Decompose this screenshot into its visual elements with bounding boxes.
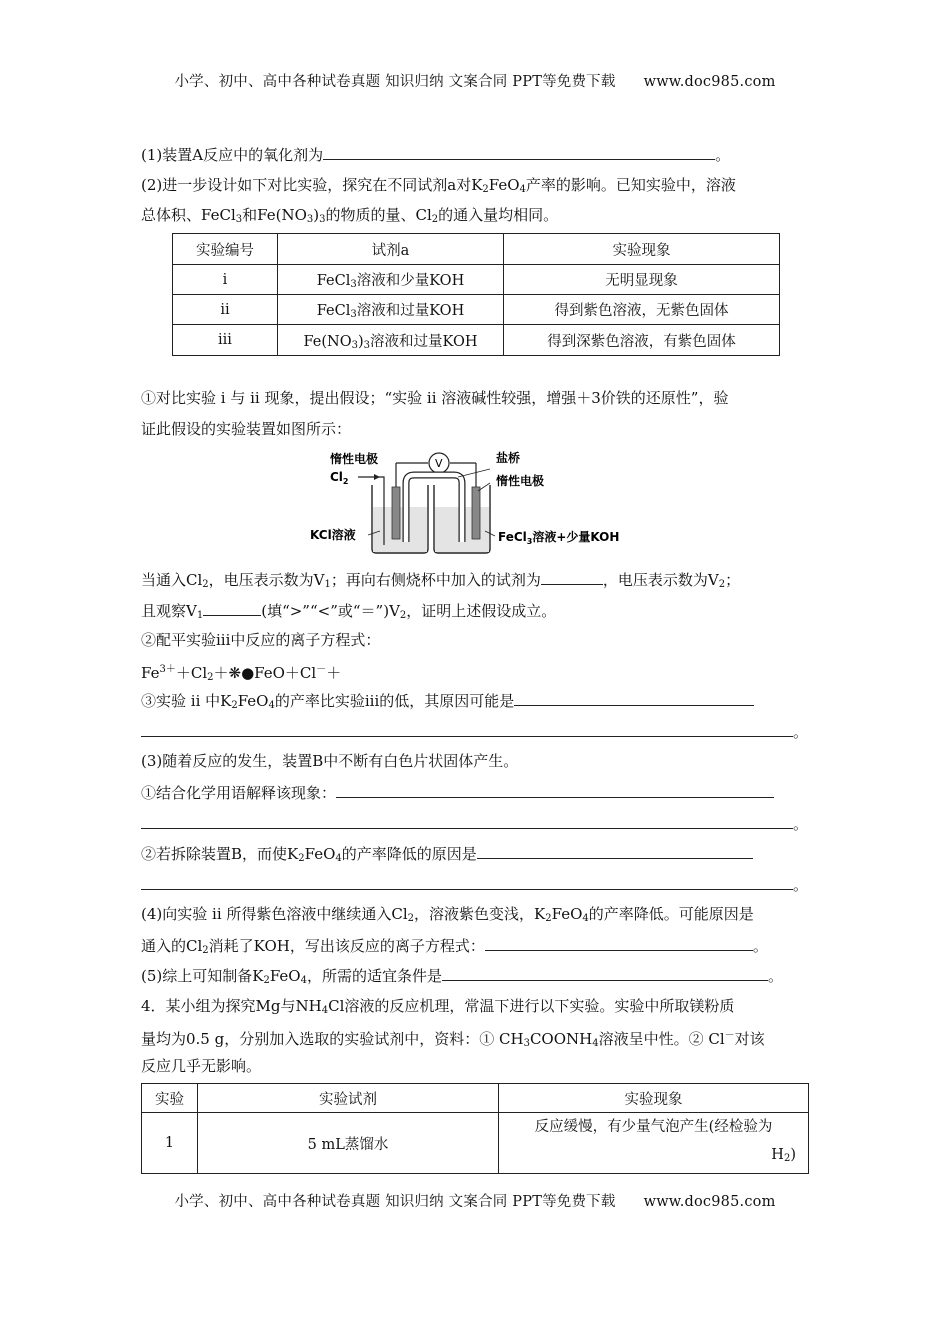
text: FeO — [237, 692, 269, 710]
text: (5)综上可知制备K — [141, 967, 264, 985]
q2-text: 产率的影响。已知实验中，溶液 — [525, 176, 736, 194]
sub1-line2: 证此假设的实验装置如图所示： — [141, 420, 352, 438]
text: COONH — [529, 1030, 593, 1048]
label-fecl3-text: FeCl — [498, 530, 527, 544]
answer-blank[interactable] — [141, 812, 793, 829]
text: Fe — [141, 664, 160, 682]
answer-blank[interactable] — [541, 568, 603, 585]
q3-line1: (3)随着反应的发生，装置B中不断有白色片状固体产生。 — [141, 752, 519, 770]
superscript: 3＋ — [159, 664, 176, 675]
table-header: 实验现象 — [504, 234, 780, 265]
answer-blank[interactable] — [514, 689, 754, 706]
subscript: 2 — [482, 184, 489, 195]
table-header: 试剂a — [278, 234, 504, 265]
answer-blank[interactable] — [442, 964, 768, 981]
text: ，溶液紫色变浅，K — [414, 905, 546, 923]
label-cl2 — [330, 470, 349, 486]
text: 。 — [768, 967, 784, 985]
label-cl2-text: Cl — [330, 470, 343, 484]
table-row — [173, 325, 780, 356]
text: (4)向实验 ii 所得紫色溶液中继续通入Cl — [141, 905, 408, 923]
text: FeO — [304, 845, 336, 863]
question-2-line1 — [141, 174, 736, 201]
question-2-line2 — [141, 204, 558, 231]
table-cell: i — [173, 265, 278, 295]
cell-text: Fe(NO — [303, 333, 352, 350]
answer-blank[interactable] — [141, 720, 793, 737]
header-site-link[interactable]: www.doc985.com — [643, 74, 776, 90]
cell-text: 溶液和少量KOH — [356, 273, 465, 289]
subscript: 3 — [350, 279, 357, 290]
subscript: 1 — [324, 579, 331, 590]
superscript: － — [724, 1030, 735, 1041]
cell-text: FeCl — [316, 303, 351, 319]
experiment-table-1 — [172, 233, 780, 356]
subscript: 3 — [235, 214, 243, 225]
text: ，证明上述假设成立。 — [406, 602, 557, 620]
answer-blank[interactable] — [477, 842, 753, 859]
subscript: 4 — [321, 1005, 329, 1016]
q4-line1 — [141, 903, 754, 930]
text: 。 — [793, 876, 809, 894]
label-salt-bridge: 盐桥 — [496, 451, 521, 465]
text: ①结合化学用语解释该现象： — [141, 784, 337, 802]
cell-text: 溶液和过量KOH — [370, 333, 478, 350]
subscript: 2 — [231, 700, 238, 711]
text: Cl溶液的反应机理，常温下进行以下实验。实验中所取镁粉质 — [328, 997, 735, 1015]
subscript: 3 — [523, 1038, 530, 1049]
left-electrode — [392, 487, 400, 539]
text: FeO — [551, 905, 583, 923]
q1-end: 。 — [715, 146, 731, 164]
subscript: 3 — [351, 339, 358, 351]
table-header: 实验 — [142, 1084, 198, 1113]
footer-text: 小学、初中、高中各种试卷真题 知识归纳 文案合同 PPT等免费下载 — [174, 1194, 616, 1210]
header-text: 小学、初中、高中各种试卷真题 知识归纳 文案合同 PPT等免费下载 — [174, 74, 616, 90]
cell-text: FeCl — [316, 273, 351, 289]
subscript: 3 — [319, 214, 326, 225]
subscript: 4 — [519, 184, 526, 195]
p4-line3: 反应几乎无影响。 — [141, 1057, 262, 1075]
cell-text: ) — [790, 1147, 796, 1163]
label-fecl3-sub: 3 — [526, 537, 533, 546]
table-cell: 5 mL蒸馏水 — [198, 1113, 499, 1174]
text: 的产率比实验iii的低，其原因可能是 — [274, 692, 515, 710]
text: ，电压表示数为V — [602, 571, 719, 589]
subscript: 2 — [407, 913, 415, 924]
text: ②若拆除装置B，而使K — [141, 845, 299, 863]
cell-text: 反应缓慢，有少量气泡产生(经检验为 — [534, 1119, 773, 1135]
table-cell — [278, 295, 504, 325]
sub2-line1: ②配平实验iii中反应的离子方程式： — [141, 631, 381, 649]
label-fecl3-rest: 溶液+少量KOH — [532, 530, 620, 544]
table-cell: 得到深紫色溶液，有紫色固体 — [504, 325, 780, 356]
q3-line3 — [141, 842, 753, 870]
subscript: 2 — [202, 945, 209, 956]
subscript: 2 — [298, 853, 305, 864]
label-kcl: KCl溶液 — [310, 528, 356, 542]
subscript: 3 — [306, 214, 314, 225]
table-cell — [499, 1113, 809, 1174]
voltmeter-label: V — [435, 457, 443, 470]
subscript: 2 — [431, 214, 439, 225]
subscript: 2 — [399, 610, 407, 621]
cell-text: H — [771, 1147, 784, 1163]
text: ＋ — [326, 664, 342, 682]
subscript: 2 — [207, 672, 214, 683]
subscript: 3 — [350, 309, 357, 320]
sub1-line3 — [141, 568, 740, 596]
text: 的产率降低。可能原因是 — [588, 905, 754, 923]
text: 。 — [793, 723, 809, 741]
text: 通入的Cl — [141, 937, 203, 955]
table-header: 实验编号 — [173, 234, 278, 265]
q3-line2 — [141, 781, 774, 804]
text: ＋Cl — [175, 664, 208, 682]
p4-line2 — [141, 1025, 765, 1055]
sub1-line1: ①对比实验 i 与 ii 现象，提出假设；“实验 ii 溶液碱性较强，增强＋3价铁的还原性”，验 — [141, 389, 729, 407]
subscript: 2 — [718, 579, 726, 590]
table-cell — [278, 325, 504, 356]
subscript: 2 — [783, 1153, 791, 1164]
q5-line — [141, 964, 783, 992]
text: 。 — [752, 937, 768, 955]
answer-blank[interactable] — [203, 599, 261, 616]
table-header: 实验现象 — [499, 1084, 809, 1113]
q2-text: FeO — [488, 176, 520, 194]
table-row — [173, 265, 780, 295]
text: 溶液呈中性。② Cl — [598, 1030, 725, 1048]
answer-blank[interactable] — [141, 873, 793, 890]
text: ，所需的适宜条件是 — [306, 967, 442, 985]
q2-text: 和Fe(NO — [242, 206, 307, 224]
p4-line1 — [141, 995, 734, 1022]
label-right-electrode: 惰性电极 — [496, 474, 545, 488]
answer-blank[interactable] — [336, 781, 774, 798]
electrochemical-cell-diagram — [310, 447, 650, 557]
sub2-equation — [141, 659, 341, 689]
text: ③实验 ii 中K — [141, 692, 232, 710]
subscript: 2 — [263, 975, 270, 986]
subscript: 4 — [582, 913, 589, 924]
sub3-line1 — [141, 689, 754, 717]
text: ；再向右侧烧杯中加入的试剂为 — [330, 571, 541, 589]
arrow-icon — [374, 474, 380, 480]
q2-text: 的物质的量、Cl — [325, 206, 432, 224]
subscript: 4 — [592, 1038, 599, 1049]
cell-svg — [310, 447, 650, 557]
page-footer — [0, 1190, 950, 1211]
subscript: 2 — [202, 579, 209, 590]
q3-line2b — [141, 812, 808, 835]
question-1 — [141, 143, 730, 166]
experiment-table-2 — [141, 1083, 809, 1174]
subscript: 2 — [545, 913, 552, 924]
page-header — [0, 70, 950, 91]
table-header: 实验试剂 — [198, 1084, 499, 1113]
q2-text: ) — [313, 206, 320, 224]
subscript: 4 — [300, 975, 307, 986]
right-electrode — [472, 487, 480, 539]
footer-site-link[interactable]: www.doc985.com — [643, 1194, 776, 1210]
answer-blank[interactable] — [485, 934, 753, 951]
label-cl2-sub: 2 — [342, 477, 349, 486]
table-cell — [278, 265, 504, 295]
text: (填“>”“<”或“＝”)V — [261, 602, 400, 620]
subscript: 4 — [268, 700, 275, 711]
cell-text-2 — [771, 1141, 796, 1173]
text: 。 — [793, 815, 809, 833]
text: ； — [725, 571, 741, 589]
subscript: 4 — [335, 853, 342, 864]
text: ＋❋●FeO＋Cl — [213, 664, 317, 682]
q4-line2 — [141, 934, 768, 962]
table-cell: ii — [173, 295, 278, 325]
q2-text: (2)进一步设计如下对比实验，探究在不同试剂a对K — [141, 176, 483, 194]
table-row — [142, 1113, 809, 1174]
table-cell: 1 — [142, 1113, 198, 1174]
subscript: 1 — [196, 610, 204, 621]
q3-line3b — [141, 873, 808, 896]
text: 4．某小组为探究Mg与NH — [141, 997, 322, 1015]
superscript: － — [316, 664, 327, 675]
label-left-electrode: 惰性电极 — [330, 452, 379, 466]
text: 消耗了KOH，写出该反应的离子方程式： — [208, 937, 485, 955]
answer-blank[interactable] — [323, 143, 715, 160]
sub1-line4 — [141, 599, 556, 627]
text: 量均为0.5 g，分别加入选取的实验试剂中，资料：① CH — [141, 1030, 524, 1048]
q2-text: 的通入量均相同。 — [438, 206, 559, 224]
q2-text: 总体积、FeCl — [141, 206, 236, 224]
table-cell: 得到紫色溶液，无紫色固体 — [504, 295, 780, 325]
cell-text: 溶液和过量KOH — [356, 303, 465, 319]
table-row — [173, 295, 780, 325]
table-cell: 无明显现象 — [504, 265, 780, 295]
leader-line — [458, 469, 490, 477]
table-cell: iii — [173, 325, 278, 356]
subscript: 3 — [363, 339, 371, 351]
text: 的产率降低的原因是 — [341, 845, 477, 863]
text: FeO — [269, 967, 301, 985]
text: 当通入Cl — [141, 571, 203, 589]
sub3-line2 — [141, 720, 808, 743]
text: ，电压表示数为V — [208, 571, 325, 589]
q1-text: (1)装置A反应中的氧化剂为 — [141, 146, 324, 164]
label-fecl3 — [498, 529, 619, 546]
cell-text: ) — [357, 333, 364, 350]
text: 对该 — [734, 1030, 765, 1048]
text: 且观察V — [141, 602, 197, 620]
